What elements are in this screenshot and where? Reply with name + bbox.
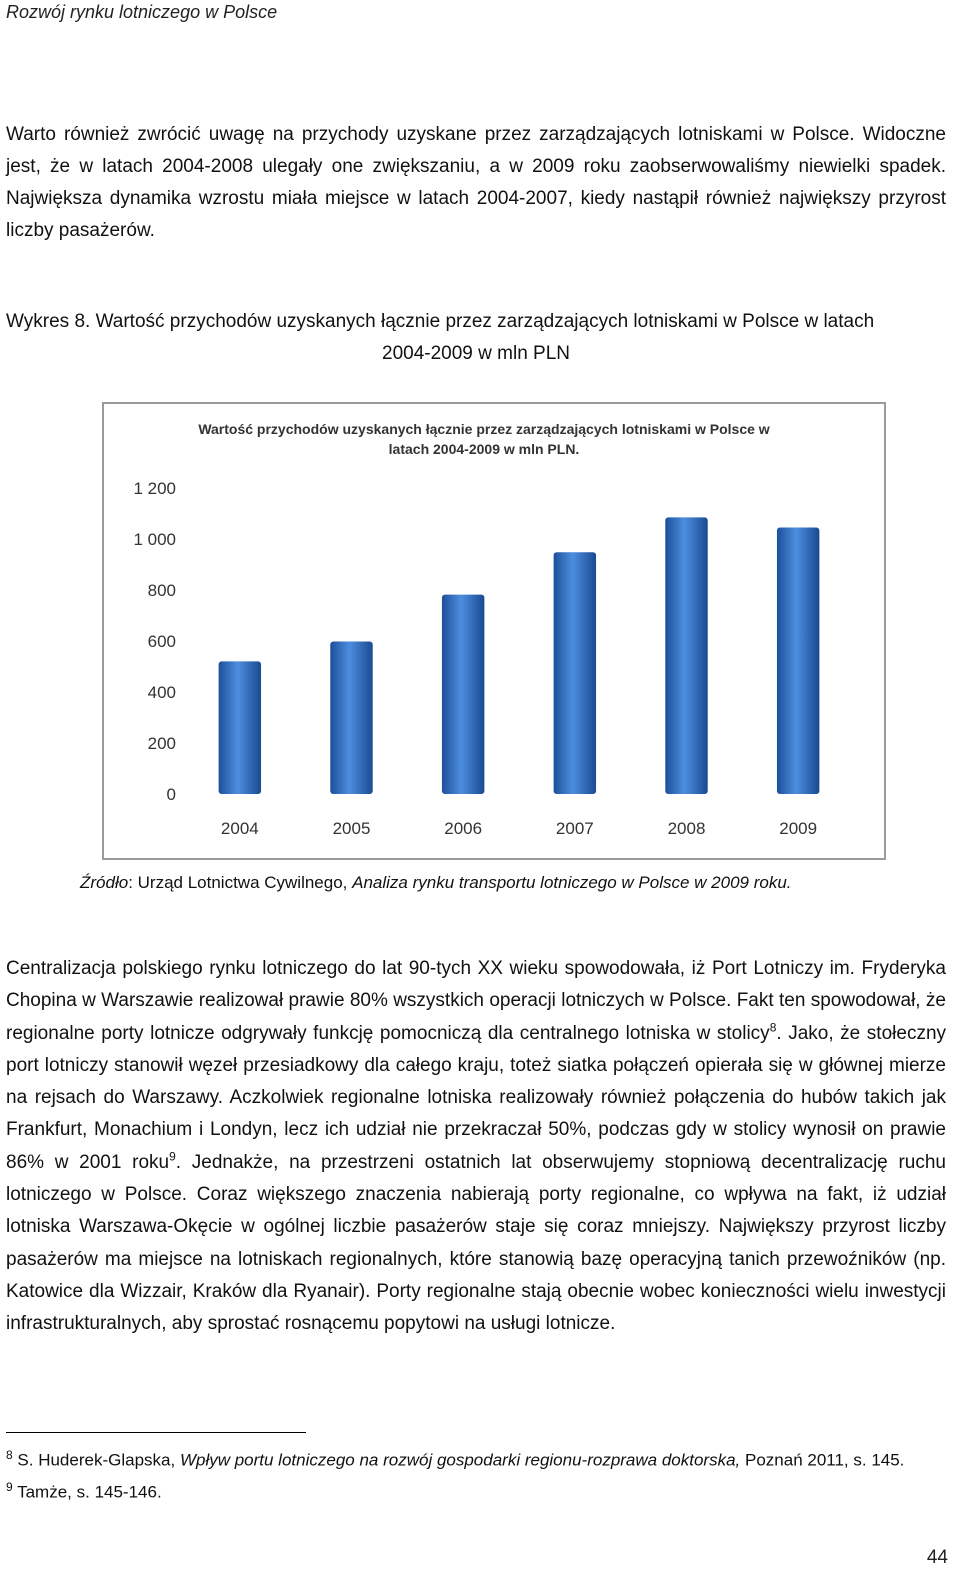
y-tick-label: 200 — [147, 734, 176, 753]
body-text-b: . Jako, że stołeczny port lotniczy stanowił węzeł przesiadkowy dla całego kraju, toteż siatka połączeń opierała się w głównej mierze na rejsach do Warszawy. Aczkolwiek regionalne lotniska realizowały również połączenia do hubów takich jak Frankfurt, Monachium i Londyn, lecz ich udział nie przekraczał 50%, podczas gdy w stolicy wynosił on prawie 86% w 2001 roku — [6, 1022, 947, 1173]
bar-2007 — [554, 552, 596, 794]
chart-title-line2: latach 2004-2009 w mln PLN. — [388, 441, 580, 457]
footnote-9 — [6, 1474, 946, 1506]
y-tick-label: 600 — [147, 632, 176, 651]
revenue-bar-chart — [102, 402, 886, 860]
bar-2008 — [665, 517, 707, 794]
running-header: Rozwój rynku lotniczego w Polsce — [6, 2, 278, 22]
footnotes — [6, 1442, 946, 1505]
x-tick-label-2008: 2008 — [667, 819, 706, 838]
figure-source — [80, 872, 792, 894]
intro-text: Warto również zwrócić uwagę na przychody uzyskane przez zarządzających lotniskami w Polsce. Widoczne jest, że w latach 2004-2008 ulegały one zwiększaniu, a w 2009 roku zaobserwowaliśmy niewielki spadek. Największa dynamika wzrostu miała miejsce w latach 2004-2007, kiedy nastąpił również największy przyrost liczby pasażerów. — [6, 124, 946, 241]
source-text: : Urząd Lotnictwa Cywilnego, — [128, 873, 353, 892]
bar-2005 — [330, 642, 372, 794]
y-tick-label: 1 000 — [133, 530, 176, 549]
figure-caption-line1: Wykres 8. Wartość przychodów uzyskanych łącznie przez zarządzających lotniskami w Polsce w latach — [6, 311, 875, 332]
x-tick-label-2009: 2009 — [779, 819, 818, 838]
y-tick-label: 1 200 — [133, 479, 176, 498]
footnote-8 — [6, 1442, 946, 1474]
body-paragraph — [6, 953, 946, 1341]
y-axis-ticks — [133, 479, 176, 804]
page-number: 44 — [926, 1547, 948, 1568]
x-tick-label-2005: 2005 — [332, 819, 371, 838]
footnote-8-post: Poznań 2011, s. 145. — [740, 1450, 905, 1470]
chart-title-line1: Wartość przychodów uzyskanych łącznie przez zarządzających lotniskami w Polsce w — [198, 421, 770, 437]
x-tick-label-2004: 2004 — [220, 819, 259, 838]
x-tick-label-2006: 2006 — [444, 819, 483, 838]
footnote-ref-9[interactable]: 9 — [169, 1149, 176, 1164]
footnote-8-pre: S. Huderek-Glapska, — [12, 1450, 180, 1470]
bars — [219, 517, 820, 794]
footnote-9-number: 9 — [6, 1479, 13, 1494]
figure-caption — [6, 306, 946, 370]
y-tick-label: 800 — [147, 581, 176, 600]
x-axis-ticks — [221, 819, 817, 838]
intro-paragraph — [6, 119, 946, 247]
source-title: Analiza rynku transportu lotniczego w Polsce w 2009 roku. — [352, 873, 792, 892]
bar-2009 — [777, 528, 819, 794]
figure-caption-line2: 2004-2009 w mln PLN — [382, 343, 570, 364]
footnote-8-number: 8 — [6, 1448, 13, 1462]
bar-2006 — [442, 595, 484, 794]
footnote-8-title: Wpływ portu lotniczego na rozwój gospodarki regionu-rozprawa doktorska, — [179, 1450, 741, 1470]
x-tick-label-2007: 2007 — [555, 819, 594, 838]
y-tick-label: 0 — [166, 785, 176, 804]
source-label: Źródło — [80, 873, 129, 892]
chart-svg — [104, 404, 884, 858]
body-text-c: . Jednakże, na przestrzeni ostatnich lat obserwujemy stopniową decentralizację ruchu lotniczego w Polsce. Coraz większego znaczenia nabierają porty regionalne, co wpływa na fakt, iż udział lotniska Warszawa-Okęcie w ogólnej liczbie pasażerów staje się coraz mniejszy. Największy przyrost liczby pasażerów ma miejsce na lotniskach regionalnych, które stanowią bazę operacyjną tanich przewoźników (np. Katowice dla Wizzair, Kraków dla Ryanair). Porty regionalne stają obecnie wobec konieczności wielu inwestycji infrastrukturalnych, aby sprostać rosnącemu popytowi na usługi lotnicze. — [6, 1151, 946, 1335]
bar-2004 — [219, 661, 261, 794]
footnote-9-text: Tamże, s. 145-146. — [12, 1482, 162, 1502]
footnote-ref-8[interactable]: 8 — [769, 1020, 777, 1035]
y-tick-label: 400 — [147, 683, 176, 702]
footnote-separator — [6, 1432, 306, 1433]
body-text-a: Centralizacja polskiego rynku lotniczego do lat 90-tych XX wieku spowodowała, iż Port Lotniczy im. Fryderyka Chopina w Warszawie realizował prawie 80% wszystkich operacji lotniczych w Polsce. Fakt ten spowodował, że regionalne porty lotnicze odgrywały funkcję pomocniczą dla centralnego lotniska w stolicy — [6, 958, 946, 1044]
